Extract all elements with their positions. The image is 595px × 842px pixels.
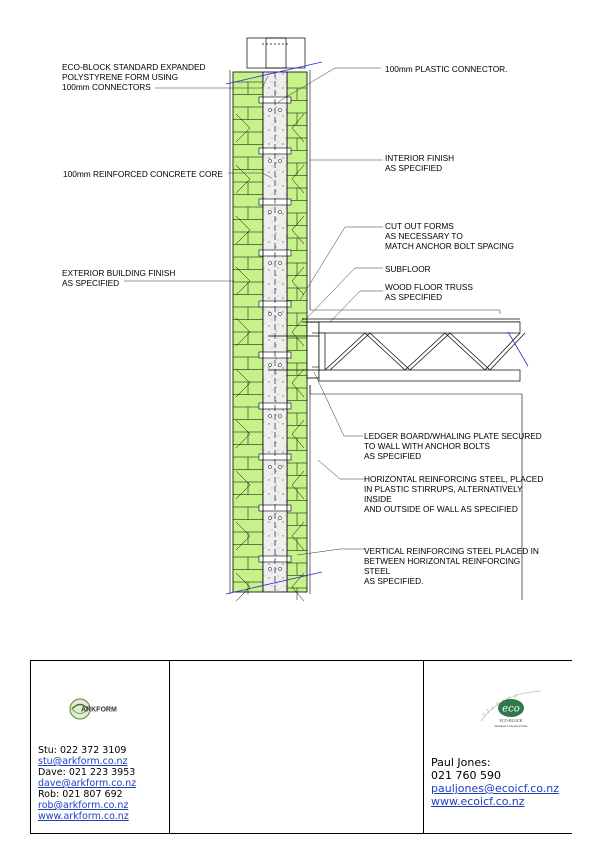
rebar-section	[268, 108, 271, 111]
truss-web	[405, 333, 445, 370]
truss-web	[450, 333, 490, 370]
truss-web	[370, 333, 410, 370]
rebar-section	[268, 363, 271, 366]
eco-logo-text: eco	[502, 703, 520, 715]
title-block-divider	[423, 661, 424, 833]
truss-web	[365, 333, 405, 370]
label-horizontal: HORIZONTAL REINFORCING STEEL, PLACED IN PLASTIC STIRRUPS, ALTERNATIVELY INSIDE AND OUTSIDE OF WALL AS SPECIFIED	[364, 474, 544, 514]
truss-web	[485, 333, 520, 370]
title-block	[30, 660, 572, 834]
ecoicf-website-link[interactable]: www.ecoicf.co.nz	[431, 795, 525, 808]
arkform-website-link[interactable]: www.arkform.co.nz	[38, 811, 129, 822]
rebar-section	[278, 312, 281, 315]
truss-web	[330, 333, 370, 370]
rebar-section	[268, 516, 271, 519]
dave-phone: Dave: 021 223 3953	[38, 767, 136, 778]
eco-logo-subtext: ECO-BLOCK	[499, 718, 523, 723]
pj-phone: 021 760 590	[431, 769, 501, 782]
rebar-section	[268, 567, 271, 570]
eco-block-logo	[471, 689, 551, 731]
label-connector: 100mm PLASTIC CONNECTOR.	[385, 64, 508, 74]
leader-ledger	[314, 372, 363, 436]
rebar-section	[278, 414, 281, 417]
rebar-section	[278, 363, 281, 366]
arkform-logo-text: ARKFORM	[81, 706, 117, 714]
rebar-section	[268, 210, 271, 213]
rebar-section	[268, 261, 271, 264]
paul-jones-contact	[431, 756, 559, 808]
label-exterior: EXTERIOR BUILDING FINISH AS SPECIFIED	[62, 268, 176, 288]
leader-subfloor	[305, 268, 383, 320]
rebar-section	[268, 312, 271, 315]
rebar-section	[268, 465, 271, 468]
stu-phone: Stu: 022 372 3109	[38, 745, 127, 756]
rebar-section	[278, 465, 281, 468]
pj-email-link[interactable]: pauljones@ecoicf.co.nz	[431, 782, 560, 795]
rebar-section	[278, 261, 281, 264]
stu-email-link[interactable]: stu@arkform.co.nz	[38, 756, 128, 767]
dave-email-link[interactable]: dave@arkform.co.nz	[38, 778, 137, 789]
label-subfloor: SUBFLOOR	[385, 264, 431, 274]
eco-logo-graphic	[471, 689, 551, 731]
rebar-section	[278, 159, 281, 162]
pj-name: Paul Jones:	[431, 756, 491, 769]
label-interior: INTERIOR FINISH AS SPECIFIED	[385, 153, 455, 173]
rebar-section	[278, 210, 281, 213]
leader-truss	[330, 291, 383, 322]
stu-contact	[38, 745, 136, 822]
rebar-section	[278, 516, 281, 519]
rob-phone: Rob: 021 807 692	[38, 789, 123, 800]
arkform-logo-graphic	[69, 698, 127, 720]
leader-cutout	[300, 227, 383, 300]
leader-horizontal	[318, 460, 366, 479]
rebar-section	[278, 108, 281, 111]
truss-web	[325, 333, 365, 370]
eco-logo-subtext-2: Insulated Concrete Forms	[494, 724, 528, 728]
rebar-section	[268, 414, 271, 417]
wall-top-extension	[247, 38, 305, 68]
label-truss: WOOD FLOOR TRUSS AS SPECIFIED	[385, 282, 473, 302]
truss-web	[445, 333, 485, 370]
label-form: ECO-BLOCK STANDARD EXPANDED POLYSTYRENE FORM USING 100mm CONNECTORS	[62, 62, 206, 92]
label-ledger: LEDGER BOARD/WHALING PLATE SECURED TO WALL WITH ANCHOR BOLTS AS SPECIFIED	[364, 431, 542, 461]
arkform-logo	[69, 698, 127, 720]
rob-email-link[interactable]: rob@arkform.co.nz	[38, 800, 129, 811]
rebar-section	[278, 567, 281, 570]
label-vertical: VERTICAL REINFORCING STEEL PLACED IN BETWEEN HORIZONTAL REINFORCING STEEL AS SPECIFIED.	[364, 546, 539, 586]
rebar-section	[268, 159, 271, 162]
label-core: 100mm REINFORCED CONCRETE CORE	[63, 169, 223, 179]
truss-web	[410, 333, 450, 370]
title-block-divider	[169, 661, 170, 833]
truss-break-line	[508, 332, 528, 366]
label-cutout: CUT OUT FORMS AS NECESSARY TO MATCH ANCHOR BOLT SPACING	[385, 221, 514, 251]
